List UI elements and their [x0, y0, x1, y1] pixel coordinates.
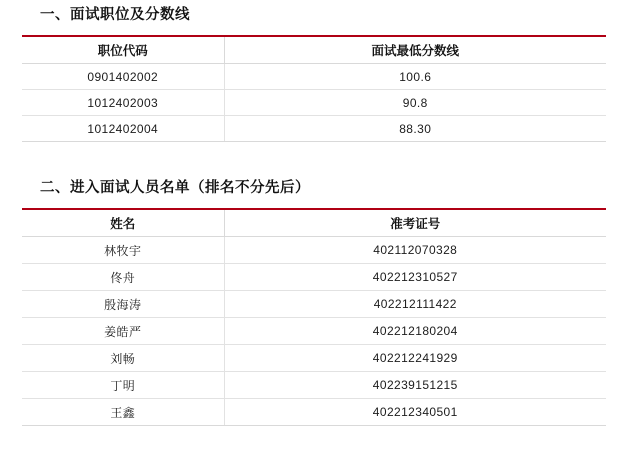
cell-name: 林牧宇: [22, 237, 224, 264]
cell-name: 丁明: [22, 372, 224, 399]
column-header-position-code: 职位代码: [22, 36, 224, 64]
cell-position-code: 1012402004: [22, 116, 224, 142]
cell-min-score: 88.30: [224, 116, 606, 142]
cell-name: 姜皓严: [22, 318, 224, 345]
table-header-row: [22, 36, 606, 64]
table-interview-score-lines: [22, 35, 606, 142]
table-row: [22, 90, 606, 116]
section-heading-interview-scores: 一、面试职位及分数线: [40, 7, 190, 23]
cell-name: 王鑫: [22, 399, 224, 426]
table-row: [22, 64, 606, 90]
table-header-row: [22, 209, 606, 237]
column-header-min-score: 面试最低分数线: [224, 36, 606, 64]
cell-position-code: 0901402002: [22, 64, 224, 90]
cell-name: 刘畅: [22, 345, 224, 372]
cell-position-code: 1012402003: [22, 90, 224, 116]
cell-name: 佟舟: [22, 264, 224, 291]
cell-admission-ticket: 402112070328: [224, 237, 606, 264]
cell-admission-ticket: 402212241929: [224, 345, 606, 372]
cell-admission-ticket: 402212180204: [224, 318, 606, 345]
cell-admission-ticket: 402212310527: [224, 264, 606, 291]
cell-admission-ticket: 402212340501: [224, 399, 606, 426]
table-row: [22, 291, 606, 318]
section-heading-interview-list: 二、进入面试人员名单（排名不分先后）: [40, 180, 310, 196]
table-row: [22, 318, 606, 345]
table-row: [22, 372, 606, 399]
table-row: [22, 345, 606, 372]
table-interview-candidates: [22, 208, 606, 426]
column-header-admission-ticket: 准考证号: [224, 209, 606, 237]
cell-name: 殷海涛: [22, 291, 224, 318]
table-row: [22, 237, 606, 264]
column-header-name: 姓名: [22, 209, 224, 237]
cell-min-score: 100.6: [224, 64, 606, 90]
cell-min-score: 90.8: [224, 90, 606, 116]
table-row: [22, 116, 606, 142]
cell-admission-ticket: 402239151215: [224, 372, 606, 399]
cell-admission-ticket: 402212111422: [224, 291, 606, 318]
table-row: [22, 399, 606, 426]
table-row: [22, 264, 606, 291]
